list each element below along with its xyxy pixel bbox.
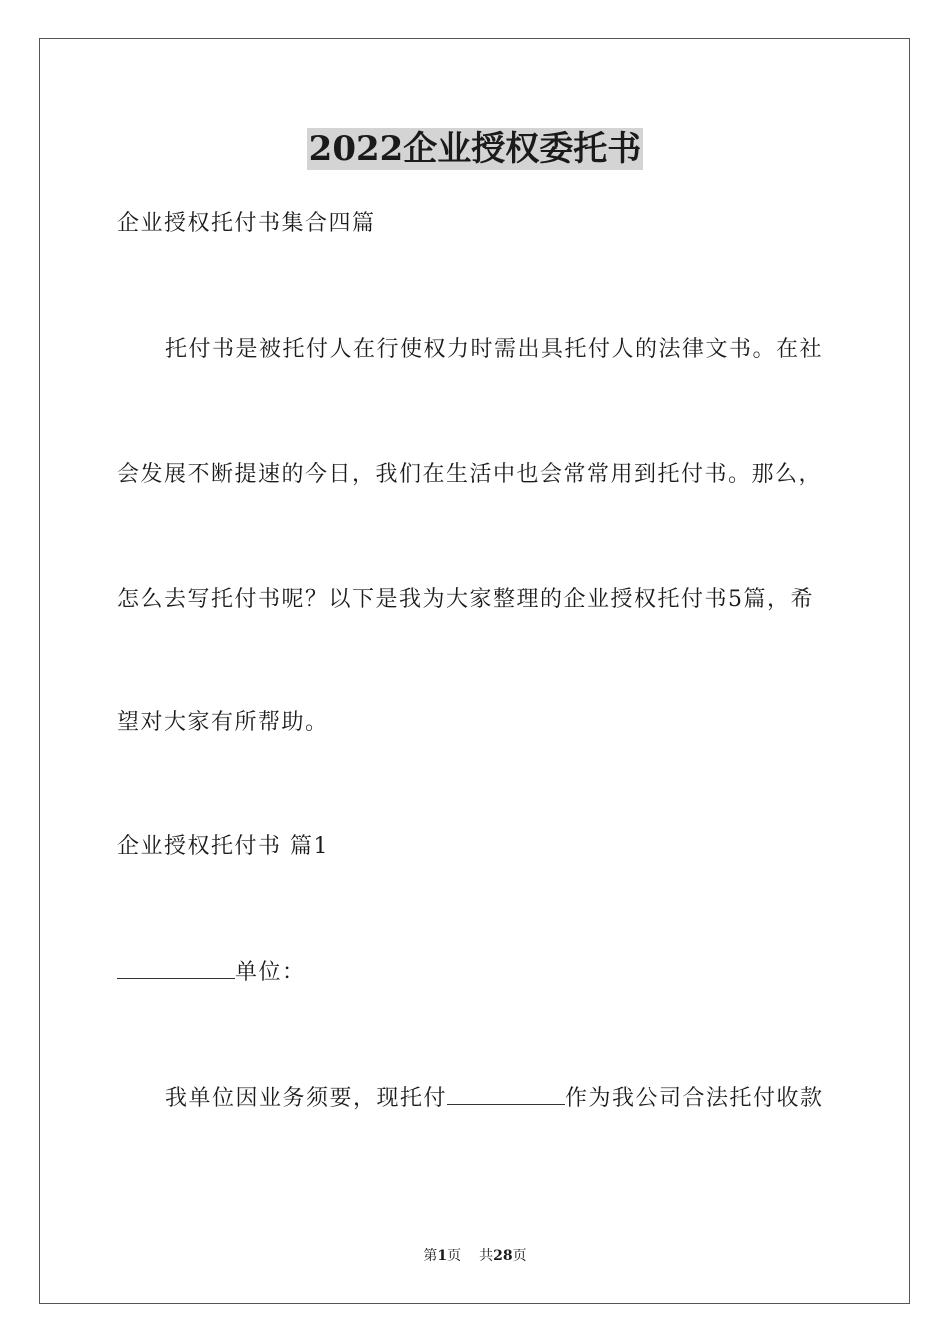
unit-line	[117, 956, 837, 988]
paragraph-line	[117, 1082, 885, 1114]
paragraph-line: 怎么去写托付书呢？以下是我为大家整理的企业授权托付书5篇，希	[117, 587, 814, 612]
document-subtitle: 企业授权托付书集合四篇	[117, 211, 376, 236]
paragraph-line: 望对大家有所帮助。	[117, 710, 329, 735]
paragraph-line: 托付书是被托付人在行使权力时需出具托付人的法律文书。在社	[165, 337, 824, 362]
section-heading: 企业授权托付书 篇1	[117, 834, 329, 859]
page-footer	[0, 1246, 950, 1266]
entrust-blank	[447, 1082, 565, 1105]
footer-page-total: 28	[493, 1248, 513, 1264]
footer-page-current: 1	[437, 1248, 448, 1264]
footer-total-prefix: 共	[479, 1248, 494, 1264]
unit-label: 单位：	[235, 960, 306, 985]
unit-blank	[117, 956, 235, 979]
footer-page-unit: 页	[447, 1248, 462, 1264]
paragraph-line: 会发展不断提速的今日，我们在生活中也会常常用到托付书。那么，	[117, 462, 823, 487]
paragraph2-suffix: 作为我公司合法托付收款	[565, 1086, 824, 1111]
footer-page-prefix: 第	[423, 1248, 438, 1264]
document-title: 2022企业授权委托书	[308, 129, 642, 169]
paragraph2-prefix: 我单位因业务须要，现托付	[165, 1086, 448, 1111]
footer-total-unit: 页	[512, 1248, 527, 1264]
title-container	[0, 128, 950, 170]
